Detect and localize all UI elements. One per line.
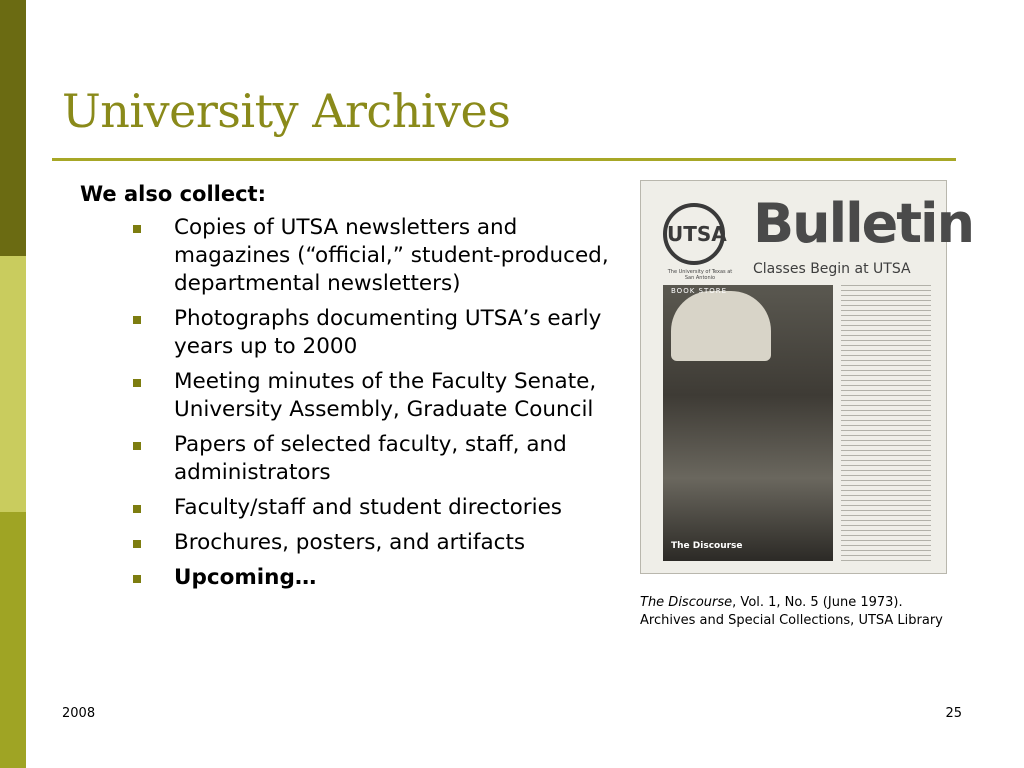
bullet-square-icon <box>133 225 141 233</box>
bullet-square-icon <box>133 316 141 324</box>
bullet-item: Copies of UTSA newsletters and magazines (“official,” student-produced, departmental newsletters) <box>80 214 620 298</box>
side-bar-bottom <box>0 512 26 768</box>
bullet-item: Papers of selected faculty, staff, and administrators <box>80 431 620 487</box>
article-text-column <box>841 285 931 561</box>
bullet-item: Brochures, posters, and artifacts <box>80 529 620 557</box>
slide-title: University Archives <box>62 84 511 138</box>
slide-body <box>80 180 620 599</box>
bullet-item-upcoming: Upcoming… <box>80 564 620 592</box>
photo-caption <box>640 594 1000 630</box>
bullet-square-icon <box>133 575 141 583</box>
cover-label: BOOK STORE <box>671 287 728 295</box>
bullet-square-icon <box>133 540 141 548</box>
bullet-item: Faculty/staff and student directories <box>80 494 620 522</box>
bulletin-subheading: Classes Begin at UTSA <box>753 261 911 277</box>
bulletin-masthead: Bulletin <box>753 192 974 255</box>
caption-details: , Vol. 1, No. 5 (June 1973). <box>732 595 903 610</box>
bullet-item: Photographs documenting UTSA’s early years up to 2000 <box>80 305 620 361</box>
utsa-logo-icon: UTSA <box>663 203 725 265</box>
bullet-list <box>80 214 620 592</box>
bullet-item: Meeting minutes of the Faculty Senate, University Assembly, Graduate Council <box>80 368 620 424</box>
footer-year: 2008 <box>62 706 96 721</box>
title-divider <box>52 158 956 161</box>
bullet-square-icon <box>133 505 141 513</box>
page-number: 25 <box>945 706 962 721</box>
bullet-square-icon <box>133 379 141 387</box>
caption-source: Archives and Special Collections, UTSA Library <box>640 613 943 628</box>
caption-title: The Discourse <box>640 595 733 610</box>
cover-portrait <box>671 291 771 361</box>
side-bar-top <box>0 0 26 256</box>
cover-name: The Discourse <box>671 541 743 551</box>
bullet-square-icon <box>133 442 141 450</box>
logo-caption: The University of Texas at San Antonio <box>667 269 733 281</box>
bulletin-photo <box>640 180 974 574</box>
side-bar-middle <box>0 256 26 512</box>
intro-heading: We also collect: <box>80 182 266 206</box>
